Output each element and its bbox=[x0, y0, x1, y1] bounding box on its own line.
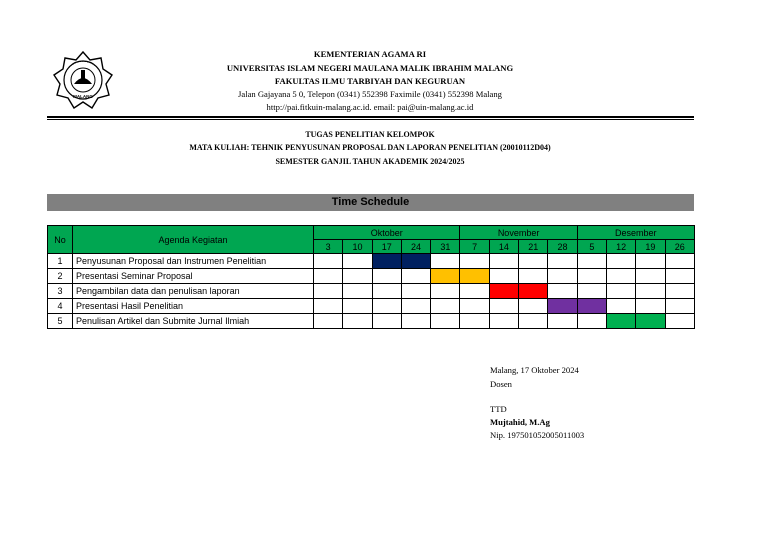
gantt-bar-cell bbox=[460, 269, 489, 284]
week-header: 21 bbox=[519, 240, 548, 254]
signature-ttd: TTD bbox=[490, 404, 507, 414]
week-cell bbox=[372, 314, 401, 329]
gantt-bar-cell bbox=[636, 314, 665, 329]
month-header: November bbox=[460, 226, 577, 240]
week-cell bbox=[577, 269, 606, 284]
week-cell bbox=[548, 314, 577, 329]
week-cell bbox=[489, 314, 518, 329]
doc-course: MATA KULIAH: TEHNIK PENYUSUNAN PROPOSAL DAN LAPORAN PENELITIAN (20010112D04) bbox=[189, 143, 551, 152]
week-cell bbox=[431, 254, 460, 269]
header-rule-thick bbox=[47, 116, 694, 118]
week-cell bbox=[519, 299, 548, 314]
week-cell bbox=[489, 299, 518, 314]
week-cell bbox=[665, 299, 694, 314]
gantt-bar-cell bbox=[489, 284, 518, 299]
gantt-bar-cell bbox=[431, 269, 460, 284]
week-cell bbox=[548, 284, 577, 299]
week-cell bbox=[431, 314, 460, 329]
week-cell bbox=[431, 299, 460, 314]
schedule-title: Time Schedule bbox=[47, 194, 694, 211]
gantt-bar-cell bbox=[577, 299, 606, 314]
week-cell bbox=[548, 254, 577, 269]
signature-name: Mujtahid, M.Ag bbox=[490, 417, 550, 427]
week-cell bbox=[343, 299, 372, 314]
week-header: 17 bbox=[372, 240, 401, 254]
week-cell bbox=[314, 269, 343, 284]
week-cell bbox=[606, 299, 635, 314]
table-row bbox=[48, 254, 695, 269]
week-header: 19 bbox=[636, 240, 665, 254]
week-cell bbox=[431, 284, 460, 299]
week-cell bbox=[606, 269, 635, 284]
signature-role: Dosen bbox=[490, 379, 512, 389]
gantt-bar-cell bbox=[401, 254, 430, 269]
week-cell bbox=[401, 269, 430, 284]
week-cell bbox=[665, 269, 694, 284]
week-header: 26 bbox=[665, 240, 694, 254]
week-cell bbox=[606, 284, 635, 299]
week-header: 10 bbox=[343, 240, 372, 254]
week-header: 28 bbox=[548, 240, 577, 254]
row-agenda: Pengambilan data dan penulisan laporan bbox=[73, 284, 314, 299]
week-cell bbox=[606, 254, 635, 269]
week-header: 5 bbox=[577, 240, 606, 254]
header-ministry: KEMENTERIAN AGAMA RI bbox=[313, 49, 427, 59]
week-cell bbox=[401, 299, 430, 314]
month-header: Desember bbox=[577, 226, 694, 240]
doc-semester: SEMESTER GANJIL TAHUN AKADEMIK 2024/2025 bbox=[275, 157, 465, 166]
row-agenda: Presentasi Hasil Penelitian bbox=[73, 299, 314, 314]
week-header: 7 bbox=[460, 240, 489, 254]
header-address: Jalan Gajayana 5 0, Telepon (0341) 552398 Faximile (0341) 552398 Malang bbox=[238, 89, 502, 99]
week-cell bbox=[636, 254, 665, 269]
table-row bbox=[48, 269, 695, 284]
week-cell bbox=[577, 314, 606, 329]
col-no-header: No bbox=[48, 226, 73, 254]
week-cell bbox=[489, 269, 518, 284]
week-header: 24 bbox=[401, 240, 430, 254]
week-header: 14 bbox=[489, 240, 518, 254]
gantt-bar-cell bbox=[372, 254, 401, 269]
signature-place-date: Malang, 17 Oktober 2024 bbox=[490, 365, 579, 375]
week-cell bbox=[460, 254, 489, 269]
signature-nip: Nip. 197501052005011003 bbox=[490, 430, 585, 440]
week-header: 31 bbox=[431, 240, 460, 254]
week-header: 12 bbox=[606, 240, 635, 254]
week-cell bbox=[636, 284, 665, 299]
week-cell bbox=[460, 314, 489, 329]
col-agenda-header: Agenda Kegiatan bbox=[73, 226, 314, 254]
week-cell bbox=[314, 254, 343, 269]
week-cell bbox=[577, 284, 606, 299]
week-cell bbox=[519, 314, 548, 329]
row-agenda: Penulisan Artikel dan Submite Jurnal Ilmiah bbox=[73, 314, 314, 329]
week-cell bbox=[577, 254, 606, 269]
row-number: 2 bbox=[48, 269, 73, 284]
week-cell bbox=[401, 284, 430, 299]
week-cell bbox=[314, 314, 343, 329]
week-cell bbox=[372, 269, 401, 284]
week-cell bbox=[519, 269, 548, 284]
university-seal-icon bbox=[52, 50, 114, 112]
table-row bbox=[48, 299, 695, 314]
week-cell bbox=[460, 284, 489, 299]
row-number: 1 bbox=[48, 254, 73, 269]
week-cell bbox=[314, 284, 343, 299]
gantt-bar-cell bbox=[519, 284, 548, 299]
month-header: Oktober bbox=[314, 226, 460, 240]
week-cell bbox=[665, 284, 694, 299]
week-cell bbox=[460, 299, 489, 314]
header-rule-thin bbox=[47, 119, 694, 120]
week-cell bbox=[343, 254, 372, 269]
table-row bbox=[48, 314, 695, 329]
week-header: 3 bbox=[314, 240, 343, 254]
table-row bbox=[48, 284, 695, 299]
week-cell bbox=[372, 284, 401, 299]
week-cell bbox=[343, 269, 372, 284]
week-cell bbox=[548, 269, 577, 284]
week-cell bbox=[665, 254, 694, 269]
gantt-bar-cell bbox=[606, 314, 635, 329]
gantt-bar-cell bbox=[548, 299, 577, 314]
university-seal-logo bbox=[52, 50, 114, 112]
week-cell bbox=[489, 254, 518, 269]
doc-title: TUGAS PENELITIAN KELOMPOK bbox=[305, 130, 435, 139]
header-university: UNIVERSITAS ISLAM NEGERI MAULANA MALIK IBRAHIM MALANG bbox=[226, 63, 514, 73]
week-cell bbox=[401, 314, 430, 329]
row-number: 4 bbox=[48, 299, 73, 314]
week-cell bbox=[372, 299, 401, 314]
row-agenda: Presentasi Seminar Proposal bbox=[73, 269, 314, 284]
row-number: 5 bbox=[48, 314, 73, 329]
logo-text: MALANG bbox=[73, 94, 93, 99]
week-cell bbox=[343, 314, 372, 329]
schedule-table bbox=[47, 225, 695, 329]
row-agenda: Penyusunan Proposal dan Instrumen Penelitian bbox=[73, 254, 314, 269]
week-cell bbox=[343, 284, 372, 299]
week-cell bbox=[519, 254, 548, 269]
row-number: 3 bbox=[48, 284, 73, 299]
week-cell bbox=[636, 269, 665, 284]
week-cell bbox=[665, 314, 694, 329]
header-faculty: FAKULTAS ILMU TARBIYAH DAN KEGURUAN bbox=[274, 76, 466, 86]
header-web: http://pai.fitkuin-malang.ac.id. email: pai@uin-malang.ac.id bbox=[266, 102, 474, 112]
week-cell bbox=[314, 299, 343, 314]
week-cell bbox=[636, 299, 665, 314]
